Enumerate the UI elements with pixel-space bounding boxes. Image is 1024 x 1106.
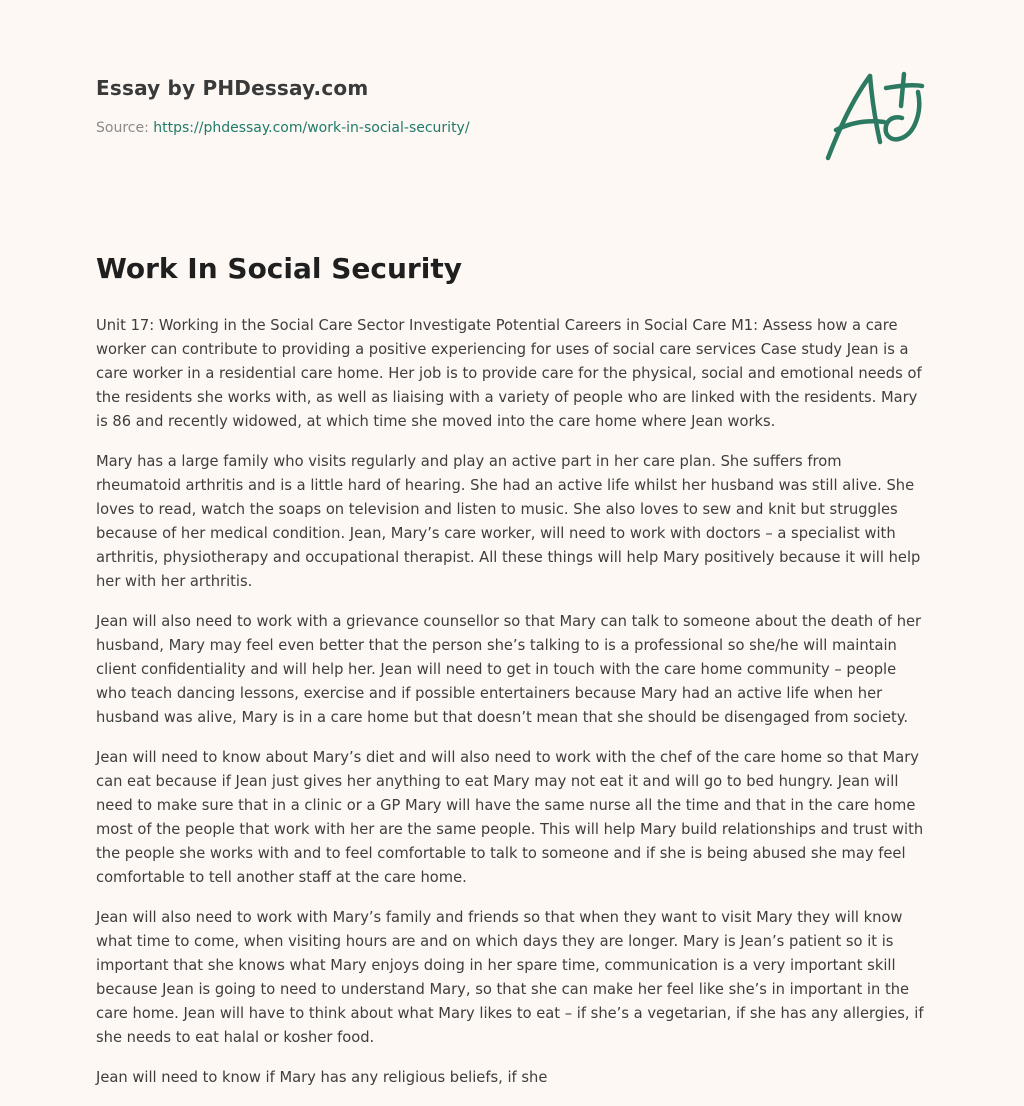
essay-paragraph: Jean will need to know about Mary’s diet and will also need to work with the chef of the care home so that Mary can eat because if Jean just gives her anything to eat Mary may not eat it and will go to bed hungry. Jean will need to make sure that in a clinic or a GP Mary will have the same nurse all the time and that in the care home most of the people that work with her are the same people. This will help Mary build relationships and trust with the people she works with and to feel comfortable to talk to someone and if she is being abused she may feel comfortable to tell another staff at the care home. xyxy=(96,749,924,886)
essay-paragraph: Jean will also need to work with a grievance counsellor so that Mary can talk to someone about the death of her husband, Mary may feel even better that the person she’s talking to is a professional so she/he will maintain client confidentiality and will help her. Jean will need to get in touch with the care home community – people who teach dancing lessons, exercise and if possible entertainers because Mary had an active life when her husband was alive, Mary is in a care home but that doesn’t mean that she should be disengaged from society. xyxy=(96,613,922,726)
essay-paragraph: Unit 17: Working in the Social Care Sector Investigate Potential Careers in Social Care M1: Assess how a care worker can contribute to providing a positive experiencing for uses of social care services Case study Jean is a care worker in a residential care home. Her job is to provide care for the physical, social and emotional needs of the residents she works with, as well as liaising with a variety of people who are linked with the residents. Mary is 86 and recently widowed, at which time she moved into the care home where Jean works. xyxy=(96,317,922,430)
essay-paragraph: Mary has a large family who visits regularly and play an active part in her care plan. She suffers from rheumatoid arthritis and is a little hard of hearing. She had an active life whilst her husband was still alive. She loves to read, watch the soaps on television and listen to music. She also loves to sew and knit but struggles because of her medical condition. Jean, Mary’s care worker, will need to work with doctors – a specialist with arthritis, physiotherapy and occupational therapist. All these things will help Mary positively because it will help her with her arthritis. xyxy=(96,453,921,590)
source-label: Source: xyxy=(96,120,154,136)
essay-body xyxy=(96,314,930,1106)
source-link[interactable]: https://phdessay.com/work-in-social-security/ xyxy=(153,120,470,136)
essay-paragraph: Jean will also need to work with Mary’s family and friends so that when they want to visit Mary they will know what time to come, when visiting hours are and on which days they are longer. Mary is Jean’s patient so it is important that she knows what Mary enjoys doing in her spare time, communication is a very important skill because Jean is going to need to understand Mary, so that she can make her feel like she’s in important in the care home. Jean will have to think about what Mary likes to eat – if she’s a vegetarian, if she has any allergies, if she needs to eat halal or kosher food. xyxy=(96,909,924,1046)
a-plus-logo-icon xyxy=(818,66,930,166)
essay-title: Work In Social Security xyxy=(96,252,462,285)
page-header xyxy=(96,76,936,136)
brand-title: Essay by PHDessay.com xyxy=(96,76,369,100)
source-line xyxy=(96,120,936,136)
essay-paragraph: Jean will need to know if Mary has any religious beliefs, if she xyxy=(96,1069,548,1086)
